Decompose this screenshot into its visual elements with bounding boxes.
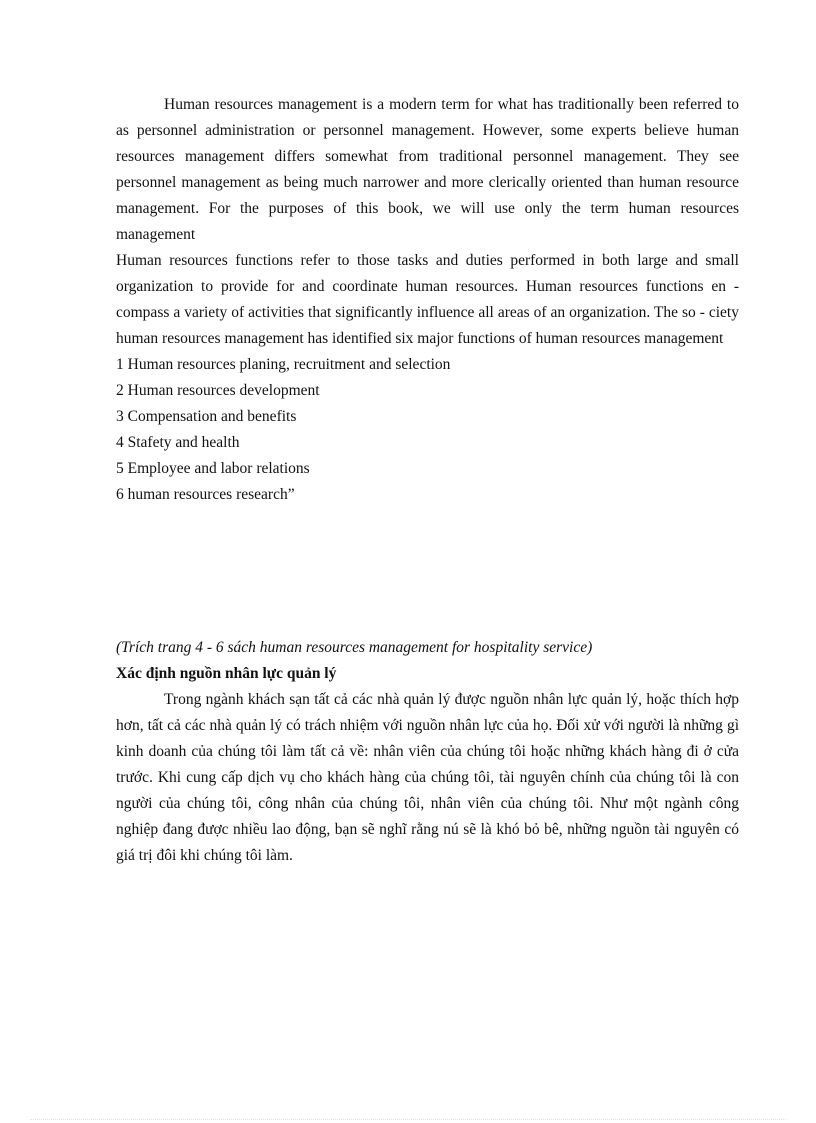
list-item: 2 Human resources development [116,382,320,399]
page-content [116,92,739,869]
blank-space [116,508,739,635]
functions-list [116,352,739,508]
page-bottom-rule [30,1119,786,1120]
list-item: 5 Employee and labor relations [116,460,310,477]
vietnamese-paragraph: Trong ngành khách sạn tất cả các nhà quản lý được nguồn nhân lực quản lý, hoặc thích hợp hơn, tất cả các nhà quản lý có trách nhiệm với nguồn nhân lực của họ. Đối xử với người là những gì kinh doanh của chúng tôi làm tất cả về: nhân viên của chúng tôi hoặc những khách hàng đi ở cửa trước. Khi cung cấp dịch vụ cho khách hàng của chúng tôi, tài nguyên chính của chúng tôi là con người của chúng tôi, công nhân của chúng tôi, nhân viên của chúng tôi. Như một ngành công nghiệp đang được nhiều lao động, bạn sẽ nghĩ rằng nú sẽ là khó bỏ bê, những nguồn tài nguyên có giá trị đôi khi chúng tôi làm. [116,691,739,864]
section-heading: Xác định nguồn nhân lực quản lý [116,665,337,682]
list-item: 6 human resources research” [116,486,295,503]
list-item: 1 Human resources planing, recruitment and selection [116,356,451,373]
english-paragraph-intro: Human resources management is a modern term for what has traditionally been referred to as personnel administration or personnel management. However, some experts believe human resources management differs somewhat from traditional personnel management. They see personnel management as being much narrower and more clerically oriented than human resource management. For the purposes of this book, we will use only the term human resources management [116,96,739,243]
english-paragraph-functions: Human resources functions refer to those tasks and duties performed in both large and small organization to provide for and coordinate human resources. Human resources functions en - compass a variety of activities that significantly influence all areas of an organization. The so - ciety human resources management has identified six major functions of human resources management [116,252,739,347]
source-citation: (Trích trang 4 - 6 sách human resources management for hospitality service) [116,639,593,656]
list-item: 4 Stafety and health [116,434,240,451]
list-item: 3 Compensation and benefits [116,408,297,425]
